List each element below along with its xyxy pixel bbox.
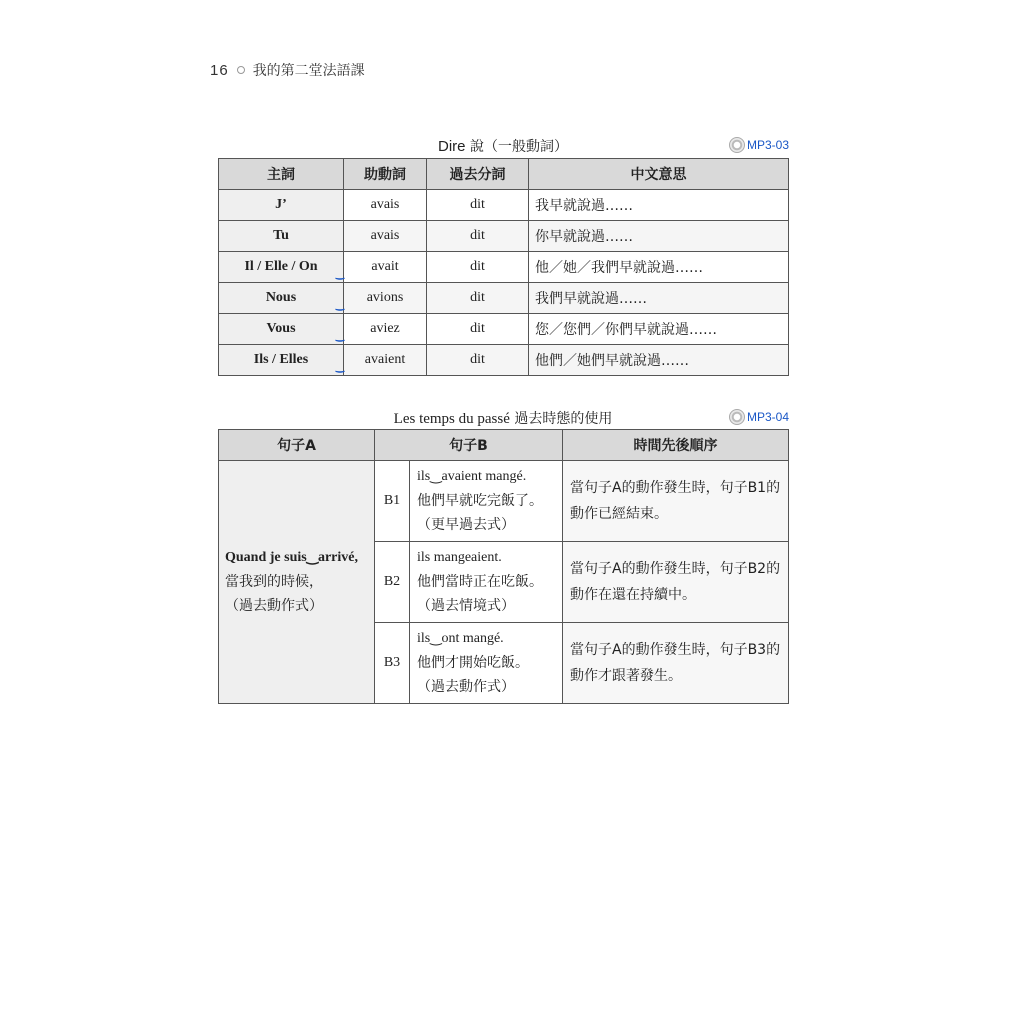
header-past-participle: 過去分詞: [427, 159, 529, 190]
subject-cell: [219, 314, 344, 345]
sentence-a-note: （過去動作式）: [225, 598, 323, 614]
participle-cell: dit: [427, 345, 529, 376]
auxiliary-cell: aviez: [344, 314, 427, 345]
subject-cell: [219, 345, 344, 376]
meaning-cell: 我早就說過……: [529, 190, 789, 221]
sentence-b-fr: ils‿avaient mangé.: [417, 469, 527, 484]
sentence-b-zh: 他們才開始吃飯。: [417, 655, 529, 671]
time-order-cell: 當句子A的動作發生時，句子B2的動作在還在持續中。: [563, 542, 789, 623]
subject-cell: J’: [219, 190, 344, 221]
sentence-b-zh: 他們早就吃完飯了。: [417, 493, 543, 509]
cd-disc-icon: [729, 137, 745, 153]
page-header: [210, 60, 365, 80]
table1-title-zh: 說（一般動詞）: [469, 139, 568, 155]
meaning-cell: 他們／她們早就說過……: [529, 345, 789, 376]
table-header-row: [219, 430, 789, 461]
auxiliary-cell: avions: [344, 283, 427, 314]
sentence-b-cell: [410, 623, 563, 704]
audio-track-mp3-04[interactable]: [729, 409, 789, 425]
subject-text: Il / Elle / On: [244, 259, 318, 274]
table-header-row: [219, 159, 789, 190]
table1-title-latin: Dire: [438, 138, 466, 155]
table2-title: [218, 408, 788, 428]
sentence-a-cell: [219, 461, 375, 704]
past-tense-table: [218, 429, 789, 704]
table-row: [219, 283, 789, 314]
audio-label: MP3-03: [747, 138, 790, 152]
sentence-b-fr: ils‿ont mangé.: [417, 631, 504, 646]
table1-title: [218, 136, 788, 156]
header-sentence-b: 句子B: [375, 430, 563, 461]
audio-track-mp3-03[interactable]: [729, 137, 789, 153]
table-row: [219, 461, 789, 542]
participle-cell: dit: [427, 221, 529, 252]
liaison-arc-icon: ‿: [335, 331, 344, 342]
sentence-b-cell: [410, 461, 563, 542]
header-time-order: 時間先後順序: [563, 430, 789, 461]
meaning-cell: 你早就說過……: [529, 221, 789, 252]
subject-cell: [219, 283, 344, 314]
participle-cell: dit: [427, 314, 529, 345]
sentence-b-zh: 他們當時正在吃飯。: [417, 574, 543, 590]
sentence-b-note: （過去情境式）: [417, 598, 515, 614]
sentence-b-cell: [410, 542, 563, 623]
header-subject: 主詞: [219, 159, 344, 190]
conjugation-table: [218, 158, 789, 376]
sentence-a-fr: Quand je suis‿arrivé,: [225, 550, 358, 565]
subject-text: Nous: [265, 290, 297, 305]
participle-cell: dit: [427, 283, 529, 314]
sentence-b-note: （過去動作式）: [417, 679, 515, 695]
row-label: B2: [375, 542, 410, 623]
header-sentence-a: 句子A: [219, 430, 375, 461]
table-row: [219, 314, 789, 345]
row-label: B1: [375, 461, 410, 542]
auxiliary-cell: avais: [344, 190, 427, 221]
table-row: [219, 252, 789, 283]
time-order-cell: 當句子A的動作發生時，句子B3的動作才跟著發生。: [563, 623, 789, 704]
header-auxiliary: 助動詞: [344, 159, 427, 190]
book-title: 我的第二堂法語課: [252, 63, 365, 79]
subject-text: Ils / Elles: [253, 352, 309, 367]
cd-disc-icon: [729, 409, 745, 425]
sentence-b-note: （更早過去式）: [417, 517, 515, 533]
auxiliary-cell: avais: [344, 221, 427, 252]
table2-title-zh: 過去時態的使用: [514, 411, 613, 427]
meaning-cell: 我們早就說過……: [529, 283, 789, 314]
audio-label: MP3-04: [747, 410, 790, 424]
table-row: [219, 345, 789, 376]
time-order-cell: 當句子A的動作發生時，句子B1的動作已經結束。: [563, 461, 789, 542]
auxiliary-cell: avaient: [344, 345, 427, 376]
liaison-arc-icon: ‿: [335, 300, 344, 311]
liaison-arc-icon: ‿: [335, 269, 344, 280]
bullet-icon: [237, 66, 245, 74]
table-row: [219, 190, 789, 221]
table-row: [219, 221, 789, 252]
sentence-b-fr: ils mangeaient.: [417, 550, 502, 565]
header-meaning: 中文意思: [529, 159, 789, 190]
subject-cell: Tu: [219, 221, 344, 252]
liaison-arc-icon: ‿: [335, 362, 344, 373]
sentence-a-zh: 當我到的時候，: [225, 574, 323, 590]
page-number: 16: [210, 61, 229, 79]
participle-cell: dit: [427, 190, 529, 221]
meaning-cell: 他／她／我們早就說過……: [529, 252, 789, 283]
subject-cell: [219, 252, 344, 283]
table2-title-latin: Les temps du passé: [393, 411, 510, 427]
row-label: B3: [375, 623, 410, 704]
auxiliary-cell: avait: [344, 252, 427, 283]
participle-cell: dit: [427, 252, 529, 283]
meaning-cell: 您／您們／你們早就說過……: [529, 314, 789, 345]
subject-text: Vous: [266, 321, 296, 336]
